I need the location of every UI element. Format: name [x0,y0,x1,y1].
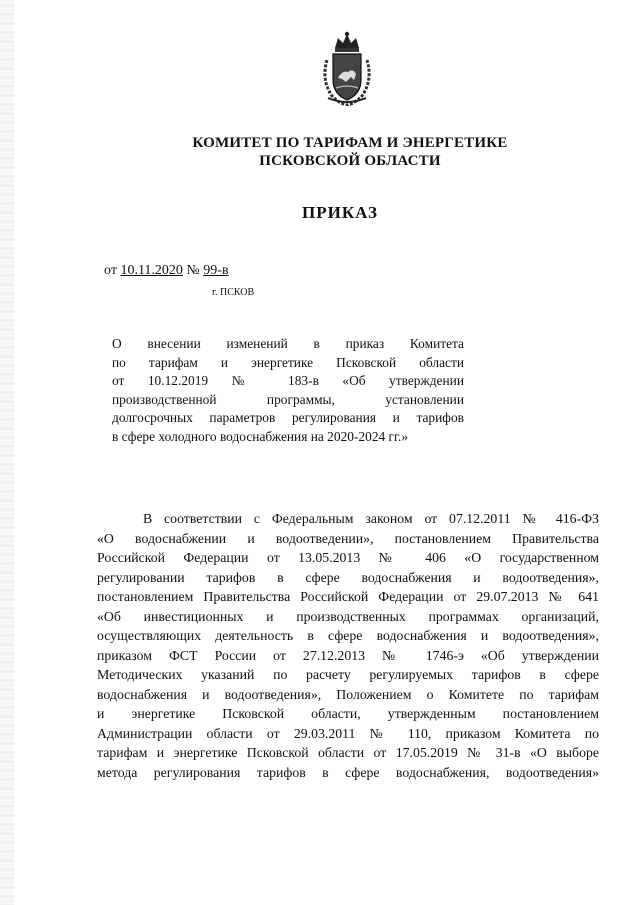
city-label: г. ПСКОВ [212,287,255,298]
body-line: осуществляющих деятельность в сфере водоснабжения и водоотведения», [97,628,599,643]
order-date: 10.11.2020 [120,263,183,278]
body-line: метода регулирования тарифов в сфере водоснабжения, водоотведения» [97,764,599,780]
body-line: Методических указаний по расчету регулируемых тарифов в сфере [97,667,599,682]
subject-line: долгосрочных параметров регулирования и тарифов [112,410,464,426]
body-line: «Об инвестиционных и производственных программах организаций, [97,608,599,624]
order-body-text [97,509,599,782]
body-line: постановлением Правительства Российской Федерации от 29.07.2013 № 641 [97,589,599,604]
body-line: и энергетике Псковской области, утвержденным постановлением [97,706,599,721]
number-prefix: № [182,263,204,278]
date-prefix: от [104,263,121,278]
coat-of-arms-emblem [318,30,376,106]
order-subject [112,335,464,447]
subject-line: О внесении изменений в приказ Комитета [112,336,464,351]
subject-line: от 10.12.2019 № 183-в «Об утверждении [112,373,464,389]
order-number: 99-в [203,263,229,278]
body-line: Российской Федерации от 13.05.2013 № 406 «О государственном [97,550,599,565]
organization-name-line1: КОМИТЕТ ПО ТАРИФАМ И ЭНЕРГЕТИКЕ [192,135,508,151]
organization-name-line2: ПСКОВСКОЙ ОБЛАСТИ [259,153,441,169]
document-title: ПРИКАЗ [302,203,378,222]
body-line: В соответствии с Федеральным законом от 07.12.2011 № 416-ФЗ [143,511,599,526]
subject-line: производственной программы, установлении [112,391,464,407]
body-line: тарифам и энергетике Псковской области от 17.05.2019 № 31-в «О выборе [97,745,599,760]
subject-line: в сфере холодного водоснабжения на 2020-2024 гг.» [112,428,409,444]
body-line: водоснабжения и водоотведения», Положением о Комитете по тарифам [97,686,599,702]
body-line: приказом ФСТ России от 27.12.2013 № 1746-э «Об утверждении [97,647,599,663]
subject-line: по тарифам и энергетике Псковской области [112,354,464,370]
body-line: Администрации области от 29.03.2011 № 110, приказом Комитета по [97,725,599,741]
body-line: «О водоснабжении и водоотведении», постановлением Правительства [97,530,599,546]
scan-edge-artifact [0,0,14,905]
order-date-number [104,263,229,279]
body-line: регулировании тарифов в сфере водоснабжения и водоотведения», [97,569,599,585]
